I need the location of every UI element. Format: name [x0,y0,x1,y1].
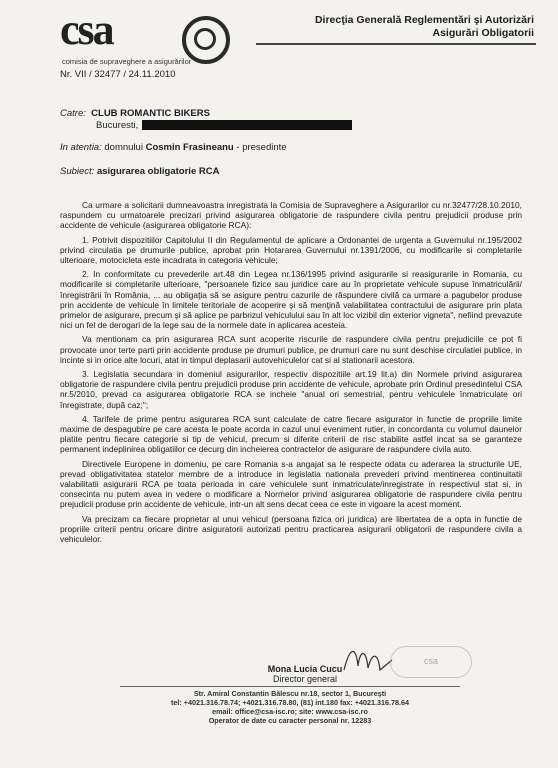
attention-label: In atentia: [60,142,102,153]
department-line-1: Direcţia Generală Reglementări şi Autorizări [314,14,534,26]
recipient-label: Catre: [60,108,86,119]
paragraph-2: 2. In conformitate cu prevederile art.48 din Legea nr.136/1995 privind asigurarile si reasigurarile in Romania, cu modificarile si completarile ulterioare, "persoanele fizice sau juridice care au în proprietate vehicule supuse înmatriculării/înregistrării în România, ... au obligaţia să se asigure pentru cazurile de răspundere civilă ca urmare a pagubelor produse prin accidente de vehicule în limitele teritoriale de acoperire şi să menţină valabilitatea contractului de asigurare prin plata primelor de asigurare, precum şi să aplice pe parbrizul vehiculului sau în alt loc vizibil din exterior vigneta", nefiind prevazute nici un fel de derogari de la lege sau de la normele date in aplicarea acesteia. [60,269,522,331]
csa-logo [60,5,240,70]
subject-text: asigurarea obligatorie RCA [96,166,220,177]
redaction-bar [142,120,352,130]
recipient-name: CLUB ROMANTIC BIKERS [91,108,210,119]
subject-label: Subiect: [60,166,95,177]
paragraph-closing: Va precizam ca fiecare proprietar al unui vehicul (persoana fizica ori juridica) are libertatea de a opta in functie de propriile criterii pentru oricare dintre asiguratorii autorizati pentru practicarea asigurarii obligatorii de raspundere civila a vehiculelor. [60,513,522,545]
footer-divider [120,686,460,687]
header-divider [256,43,536,45]
footer-operator: Operator de date cu caracter personal nr. 12283 [208,716,372,725]
recipient-address [96,120,352,131]
recipient-block [60,108,210,119]
paragraph-directives: Directivele Europene in domeniu, pe care Romania s-a angajat sa le respecte odata cu aderarea la structurile UE, prevad obligativitatea statelor membre de a introduce in legislatia nationala prevederi privind mentinerea continuitatii valabilitatii asigurarii RCA pe toata perioada in care vehiculele sunt inmatriculate/inregistrate in respectivul stat si, in consecinta nu putem avea in vedere o modificare a Normelor privind asigurarea obligatorie de raspundere civila pentru prejudicii produse prin accidente de vehicule, intr-un alt sens decat ceea ce este in vigoare la acest moment. [60,458,522,510]
paragraph-coverage: Va mentionam ca prin asigurarea RCA sunt acoperite riscurile de raspundere civila pentru prejudiciile ce pot fi provocate unor terte parti prin accidente produse pe drumuri publice, pe drumuri care nu sunt deschise circulatiei publice, in incinte si in orice alte locuri, atat in timpul deplasarii autovehiculelor cat si al stationarii acestora. [60,334,522,365]
subject-line [60,166,219,177]
footer-email: email: office@csa-isc.ro; site: www.csa-isc.ro [212,707,368,716]
logo-text: csa [60,5,113,54]
attention-line [60,142,287,153]
reference-number: Nr. VII / 32477 / 24.11.2010 [60,69,176,80]
paragraph-4: 4. Tarifele de prime pentru asigurarea RCA sunt calculate de catre fiecare asigurator in functie de propriile limite maxime de despagubire pe care acesta le poate acorda in cazul unui eveniment rutier, in concordanta cu volumul daunelor platite pentru fiecare categorie si tip de vehicul, precum si diferite criterii de risc stabilite astfel incat sa se garanteze permanent indeplinirea obligatiilor ce decurg din incheierea contractelor de asigurare de raspundere civila auto. [60,413,522,455]
department-line-2: Asigurări Obligatorii [432,27,534,39]
attention-suffix: - presedinte [236,142,287,153]
letter-body [60,200,522,548]
paragraph-intro: Ca urmare a solicitarii dumneavoastra inregistrata la Comisia de Supraveghere a Asigurarilor cu nr.32477/28.10.2010, raspundem cu urmatoarele precizari privind asigurarea obligatorie de raspundere civila pentru prejudicii produse prin accidente de vehicule (asigurarea obligatorie RCA): [60,200,522,231]
paragraph-1: 1. Potrivit dispozitiilor Capitolului II din Regulamentul de aplicare a Ordonantei de urgenta a Guvernului nr.195/2002 privind circulatia pe drumurile publice, aprobat prin Hotararea Guvernului nr.1391/2006, cu modificarile si completarile ulterioare, motocicleta este incadrata in categoria vehicule; [60,234,522,266]
signatory-title: Director general [272,674,338,684]
recipient-city: Bucuresti, [96,120,139,131]
attention-prefix: domnului [104,142,143,153]
official-stamp: csa [390,646,472,678]
signatory-name: Mona Lucia Cucu [267,664,343,674]
logo-subtitle: comisia de supraveghere a asigurărilor [62,57,192,66]
footer-address: Str. Amiral Constantin Bălescu nr.18, sector 1, Bucureşti [193,689,387,698]
paragraph-3: 3. Legislatia secundara in domeniul asigurarilor, respectiv dispozitiile art.19 lit.a) din Normele privind asigurarea obligatorie de raspundere civila pentru prejudicii produse prin accidente de vehicule, aprobate prin Ordinul presedintelui CSA nr.5/2010, prevad ca asigurarea obligatorie RCA se incheie "anual ori semestrial, pentru vehiculele înmatriculate ori înregistrate, după caz;"; [60,369,522,410]
footer-contact [120,689,460,725]
department-header [315,14,534,40]
footer-phone: tel: +4021.316.78.74; +4021.316.78.80, (81) int.180 fax: +4021.316.78.64 [171,698,409,707]
attention-name: Cosmin Frasineanu [145,142,234,153]
